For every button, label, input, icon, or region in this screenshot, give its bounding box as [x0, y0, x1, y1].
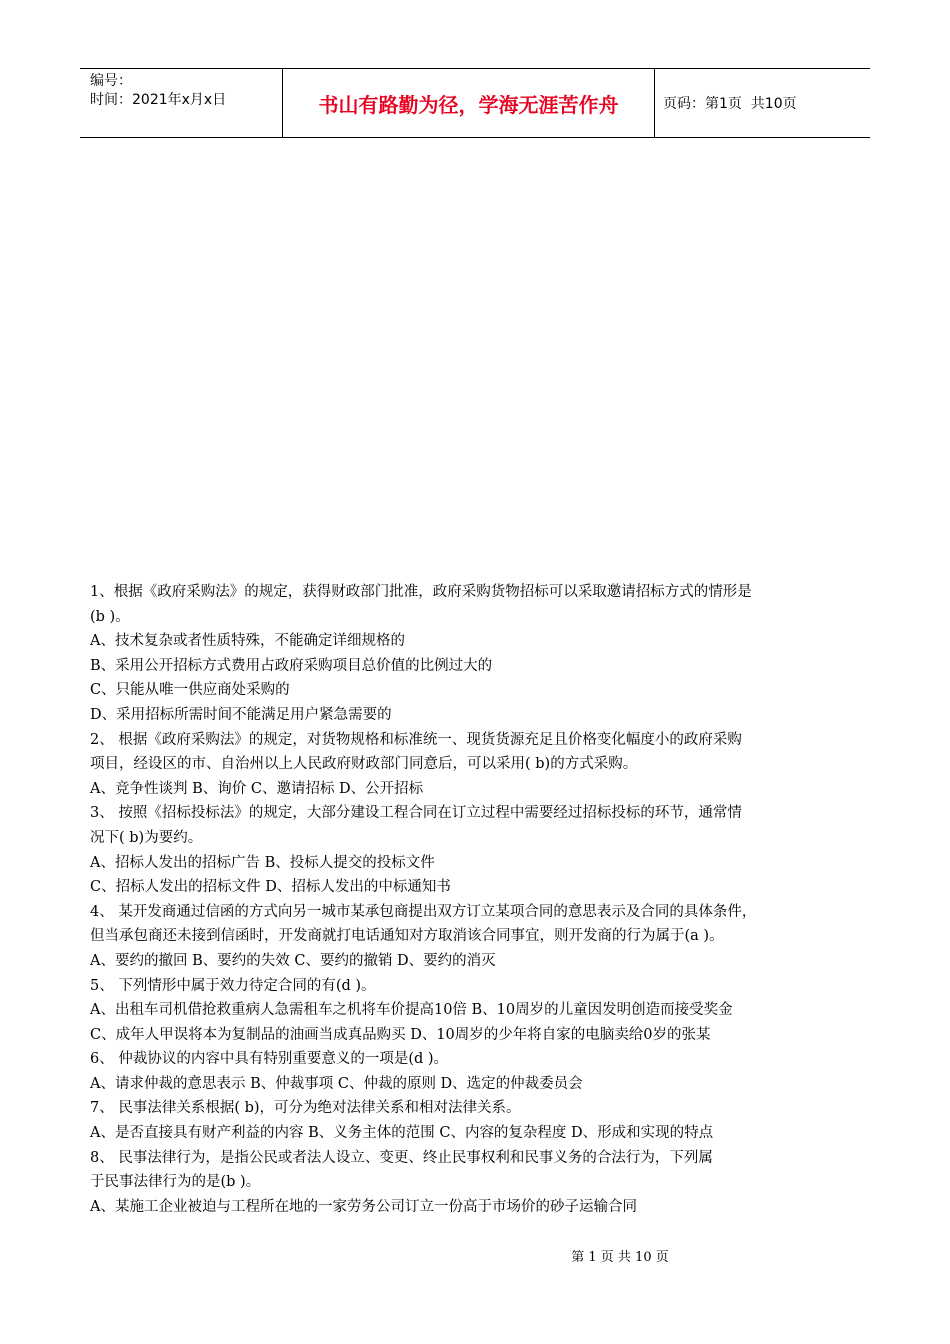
header-motto [282, 69, 655, 137]
text-line: (b )。 [90, 608, 130, 625]
text-line: A、要约的撤回 B、要约的失效 C、要约的撤销 D、要约的消灭 [90, 952, 496, 969]
text-line: A、是否直接具有财产利益的内容 B、义务主体的范围 C、内容的复杂程度 D、形成和实现的特点 [90, 1125, 714, 1142]
text-line: A、招标人发出的招标广告 B、投标人提交的投标文件 [90, 854, 435, 871]
text-line: A、出租车司机借抢救重病人急需租车之机将车价提高10倍 B、10周岁的儿童因发明创造而接受奖金 [90, 1002, 733, 1019]
text-line: 况下( b)为要约。 [90, 829, 203, 846]
page-footer [0, 1246, 950, 1265]
page-header [80, 68, 870, 138]
text-line: A、某施工企业被迫与工程所在地的一家劳务公司订立一份高于市场价的砂子运输合同 [90, 1198, 637, 1215]
motto-text: 书山有路勤为径，学海无涯苦作舟 [318, 92, 619, 117]
text-line: 项目，经设区的市、自治州以上人民政府财政部门同意后，可以采用( b)的方式采购。 [90, 756, 638, 773]
text-line: C、成年人甲误将本为复制品的油画当成真品购买 D、10周岁的少年将自家的电脑卖给0岁的张某 [90, 1026, 711, 1043]
text-line: A、请求仲裁的意思表示 B、仲裁事项 C、仲裁的原则 D、选定的仲裁委员会 [90, 1075, 583, 1092]
text-line: 2、 根据《政府采购法》的规定，对货物规格和标准统一、现货货源充足且价格变化幅度小的政府采购 [90, 731, 742, 748]
text-line: 6、 仲裁协议的内容中具有特别重要意义的一项是(d )。 [90, 1051, 449, 1068]
text-line: 5、 下列情形中属于效力待定合同的有(d )。 [90, 977, 376, 994]
text-line: C、只能从唯一供应商处采购的 [90, 682, 290, 699]
text-line: 但当承包商还未接到信函时，开发商就打电话通知对方取消该合同事宜，则开发商的行为属于(a )。 [90, 928, 724, 945]
footer-page-number: 第 1 页 共 10 页 [571, 1250, 669, 1265]
header-page-info [655, 69, 870, 137]
text-line: B、采用公开招标方式费用占政府采购项目总价值的比例过大的 [90, 657, 493, 674]
text-line: 7、 民事法律关系根据( b)，可分为绝对法律关系和相对法律关系。 [90, 1100, 521, 1117]
text-line: 3、 按照《招标投标法》的规定，大部分建设工程合同在订立过程中需要经过招标投标的环节，通常情 [90, 805, 742, 822]
document-body [90, 580, 856, 1219]
page-info-text: 页码：第1页 共10页 [663, 96, 797, 112]
text-line: 4、 某开发商通过信函的方式向另一城市某承包商提出双方订立某项合同的意思表示及合同的具体条件， [90, 903, 757, 920]
document-date: 时间：2021年x月x日 [90, 92, 227, 108]
header-meta [80, 69, 282, 137]
text-line: A、技术复杂或者性质特殊，不能确定详细规格的 [90, 633, 405, 650]
document-number: 编号： [90, 73, 132, 89]
text-line: 1、根据《政府采购法》的规定，获得财政部门批准，政府采购货物招标可以采取邀请招标方式的情形是 [90, 584, 752, 600]
text-line: 8、 民事法律行为，是指公民或者法人设立、变更、终止民事权利和民事义务的合法行为，下列属 [90, 1149, 713, 1166]
text-line: A、竞争性谈判 B、询价 C、邀请招标 D、公开招标 [90, 780, 424, 797]
text-line: C、招标人发出的招标文件 D、招标人发出的中标通知书 [90, 879, 451, 896]
text-line: D、采用招标所需时间不能满足用户紧急需要的 [90, 706, 392, 723]
text-line: 于民事法律行为的是(b )。 [90, 1174, 261, 1191]
